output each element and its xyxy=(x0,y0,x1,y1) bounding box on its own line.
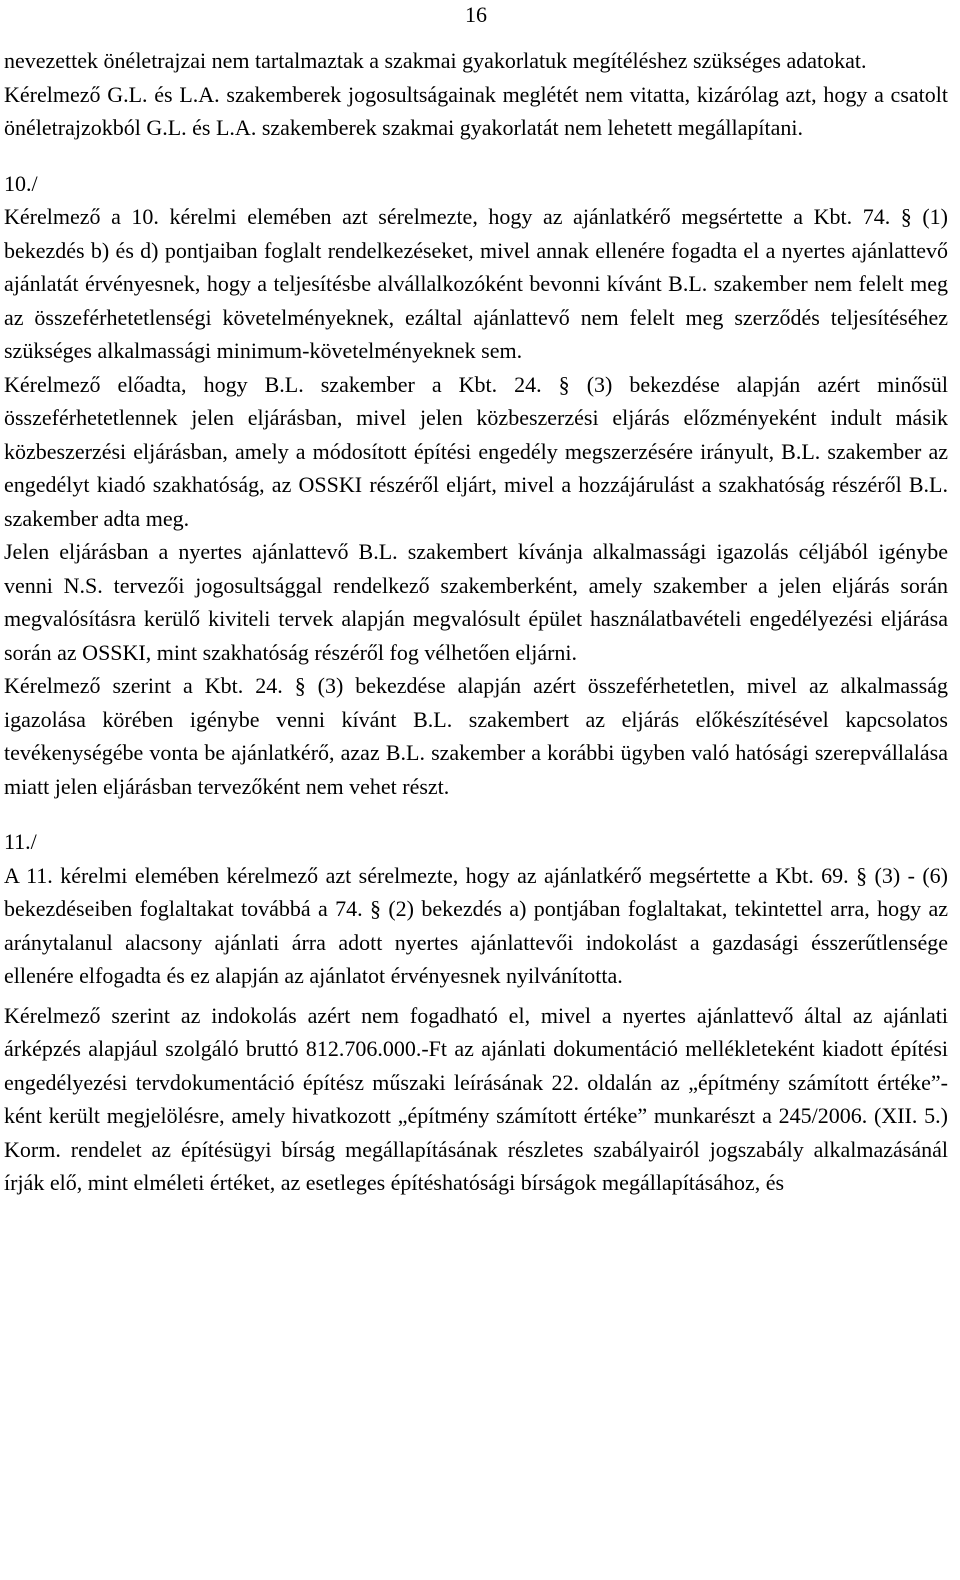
paragraph: Kérelmező a 10. kérelmi elemében azt sérelmezte, hogy az ajánlatkérő megsértette a Kbt. 74. § (1) bekezdés b) és d) pontjaiban foglalt rendelkezéseket, mivel annak ellenére fogadta el a nyertes ajánlattevő ajánlatát érvényesnek, hogy a teljesítésbe alvállalkozóként bevonni kívánt B.L. szakember nem felelt meg az összeférhetetlenségi követelményeknek, ezáltal ajánlattevő nem felelt meg szerződés teljesítéséhez szükséges alkalmassági minimum-követelményeknek sem. xyxy=(4,204,948,363)
paragraph: nevezettek önéletrajzai nem tartalmaztak a szakmai gyakorlatuk megítéléshez szükséges adatokat. xyxy=(4,48,867,73)
paragraph: Kérelmező szerint az indokolás azért nem fogadható el, mivel a nyertes ajánlattevő által az ajánlati árképzés alapjául szolgáló bruttó 812.706.000.-Ft az ajánlati dokumentáció mellékleteként kiadott építési engedélyezési tervdokumentáció építész műszaki leírásának 22. oldalán az „építmény számított értéke”-ként került megjelölésre, amely hivatkozott „építmény számított értéke” munkarészt a 245/2006. (XII. 5.) Korm. rendelet az építésügyi bírság megállapításának részletes szabályairól jogszabály alkalmazásánál írják elő, mint elméleti értéket, az esetleges építéshatósági bírságok megállapításához, és xyxy=(4,1002,948,1195)
paragraph: A 11. kérelmi elemében kérelmező azt sérelmezte, hogy az ajánlatkérő megsértette a Kbt. 69. § (3) - (6) bekezdéseiben foglaltakat továbbá a 74. § (2) bekezdés a) pontjában foglaltakat, tekintettel arra, hogy az aránytalanul alacsony ajánlati árra adott nyertes ajánlattevői indokolást a gazdasági ésszerűtlensége ellenére elfogadta és ez alapján az ajánlatot érvényesnek nyilvánította. xyxy=(4,862,948,988)
section-heading-11: 11./ xyxy=(4,829,37,854)
spacer xyxy=(4,803,948,825)
paragraph: Kérelmező G.L. és L.A. szakemberek jogosultságainak meglétét nem vitatta, kizárólag azt, hogy a csatolt önéletrajzokból G.L. és L.A. szakemberek szakmai gyakorlatát nem lehetett megállapítani. xyxy=(4,81,948,140)
spacer xyxy=(4,145,948,167)
paragraph: Kérelmező szerint a Kbt. 24. § (3) bekezdése alapján azért összeférhetetlen, mivel az alkalmasság igazolása körében igénybe venni kívánt B.L. szakembert az eljárás előkészítésével kapcsolatos tevékenységébe vonta be ajánlatkérő, azaz B.L. szakember a korábbi ügyben való hatósági szerepvállalása miatt jelen eljárásban tervezőként nem vehet részt. xyxy=(4,673,948,799)
document-body xyxy=(4,44,948,1200)
section-heading-10: 10./ xyxy=(4,170,38,196)
page-number: 16 xyxy=(465,2,487,27)
paragraph: Jelen eljárásban a nyertes ajánlattevő B.L. szakembert kívánja alkalmassági igazolás céljából igénybe venni N.S. tervezői jogosultsággal rendelkező szakemberként, amely szakember a jelen eljárás során megvalósításra kerülő kiviteli tervek alapján megvalósult épület használatbavételi engedélyezési eljárása során az OSSKI, mint szakhatóság részéről fog vélhetően eljárni. xyxy=(4,539,948,665)
paragraph: Kérelmező előadta, hogy B.L. szakember a Kbt. 24. § (3) bekezdése alapján azért minősül összeférhetetlennek jelen eljárásban, mivel jelen közbeszerzési eljárás előzményeként indult másik közbeszerzési eljárásban, amely a módosított építési engedély megszerzésére irányult, B.L. szakember az engedélyt kiadó szakhatóság, az OSSKI részéről eljárt, mivel a hozzájárulást a szakhatóság részéről B.L. szakember adta meg. xyxy=(4,371,948,531)
